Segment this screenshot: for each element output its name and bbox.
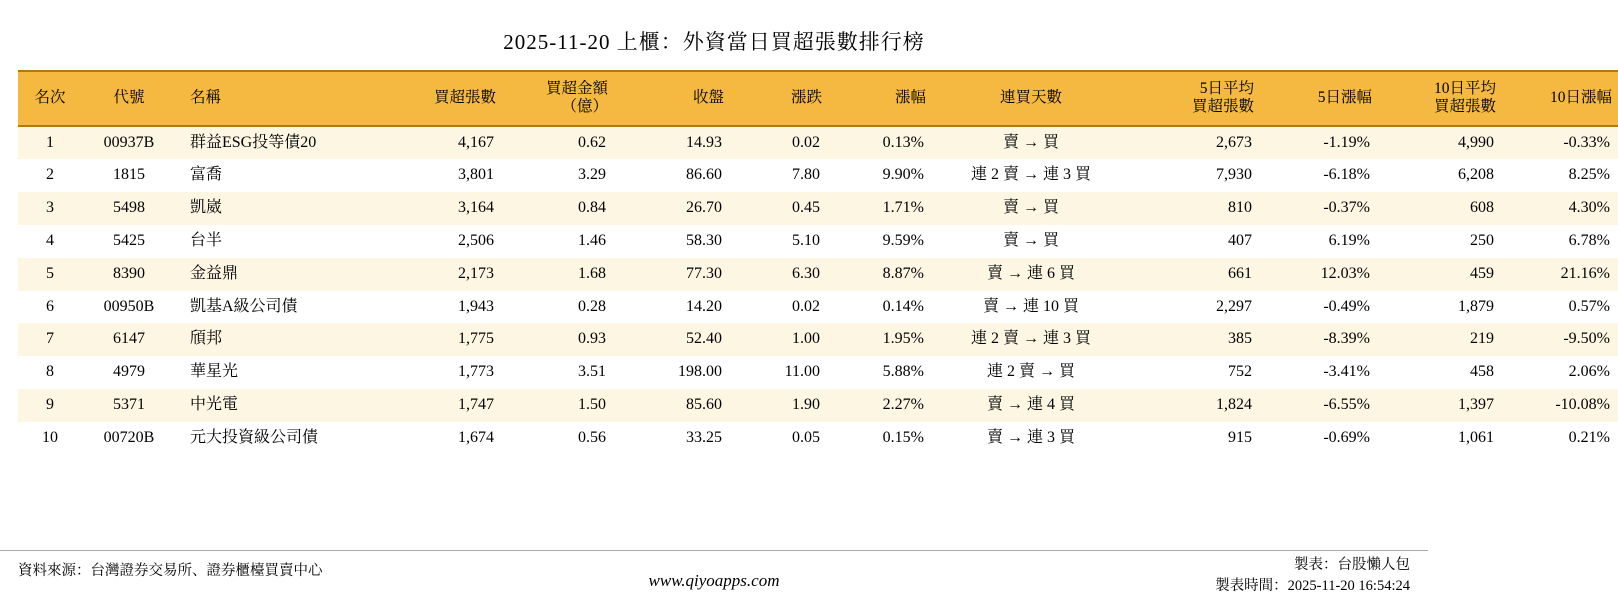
- cell-pct5: -0.69%: [1260, 422, 1378, 455]
- cell-close: 198.00: [614, 356, 730, 389]
- cell-streak: 賣 → 買: [932, 225, 1130, 258]
- cell-change: 0.02: [730, 291, 828, 324]
- cell-pct: 0.14%: [828, 291, 932, 324]
- column-header-pct10: 10日漲幅: [1502, 71, 1618, 126]
- cell-pct: 5.88%: [828, 356, 932, 389]
- cell-close: 52.40: [614, 323, 730, 356]
- cell-pct10: 21.16%: [1502, 258, 1618, 291]
- cell-avg10: 1,397: [1378, 389, 1502, 422]
- column-header-buy-amount-line2: （億）: [561, 98, 608, 116]
- cell-name: 華星光: [176, 356, 382, 389]
- cell-avg5: 661: [1130, 258, 1260, 291]
- cell-close: 77.30: [614, 258, 730, 291]
- cell-avg10: 1,879: [1378, 291, 1502, 324]
- column-header-buy-amount-line1: 買超金額: [545, 80, 608, 97]
- cell-pct5: 6.19%: [1260, 225, 1378, 258]
- cell-avg10: 1,061: [1378, 422, 1502, 455]
- cell-pct10: -10.08%: [1502, 389, 1618, 422]
- cell-buy-amount: 1.50: [502, 389, 614, 422]
- cell-avg10: 6,208: [1378, 159, 1502, 192]
- cell-rank: 2: [18, 159, 82, 192]
- cell-buy-amount: 0.56: [502, 422, 614, 455]
- cell-buy-amount: 0.93: [502, 323, 614, 356]
- cell-change: 0.45: [730, 192, 828, 225]
- cell-buy-amount: 1.68: [502, 258, 614, 291]
- cell-pct10: -9.50%: [1502, 323, 1618, 356]
- cell-change: 0.05: [730, 422, 828, 455]
- cell-rank: 8: [18, 356, 82, 389]
- cell-pct5: -8.39%: [1260, 323, 1378, 356]
- cell-buy-amount: 0.62: [502, 126, 614, 160]
- cell-close: 85.60: [614, 389, 730, 422]
- cell-code: 6147: [82, 323, 176, 356]
- cell-pct: 9.90%: [828, 159, 932, 192]
- cell-name: 凱崴: [176, 192, 382, 225]
- cell-code: 5371: [82, 389, 176, 422]
- cell-avg10: 459: [1378, 258, 1502, 291]
- cell-rank: 5: [18, 258, 82, 291]
- cell-rank: 7: [18, 323, 82, 356]
- column-header-avg10: [1378, 71, 1502, 126]
- cell-avg10: 608: [1378, 192, 1502, 225]
- cell-change: 1.00: [730, 323, 828, 356]
- table-row: [18, 422, 1618, 455]
- cell-avg10: 250: [1378, 225, 1502, 258]
- cell-name: 台半: [176, 225, 382, 258]
- cell-avg10: 458: [1378, 356, 1502, 389]
- cell-buy-amount: 3.29: [502, 159, 614, 192]
- table-row: [18, 389, 1618, 422]
- cell-pct5: -6.55%: [1260, 389, 1378, 422]
- footer-website: www.qiyoapps.com: [648, 571, 780, 590]
- cell-pct10: 0.21%: [1502, 422, 1618, 455]
- footer-source: 資料來源：台灣證券交易所、證券櫃檯買賣中心: [18, 563, 323, 579]
- cell-code: 00950B: [82, 291, 176, 324]
- column-header-code: 代號: [82, 71, 176, 126]
- cell-code: 00720B: [82, 422, 176, 455]
- cell-pct10: 8.25%: [1502, 159, 1618, 192]
- column-header-close: 收盤: [614, 71, 730, 126]
- cell-change: 1.90: [730, 389, 828, 422]
- cell-name: 中光電: [176, 389, 382, 422]
- cell-pct5: -1.19%: [1260, 126, 1378, 160]
- cell-pct10: 2.06%: [1502, 356, 1618, 389]
- page-footer: [0, 550, 1428, 606]
- cell-buy-amount: 3.51: [502, 356, 614, 389]
- footer-meta: [1215, 555, 1410, 597]
- cell-change: 6.30: [730, 258, 828, 291]
- cell-change: 0.02: [730, 126, 828, 160]
- cell-pct10: 0.57%: [1502, 291, 1618, 324]
- cell-close: 58.30: [614, 225, 730, 258]
- table-row: [18, 258, 1618, 291]
- cell-streak: 連 2 賣 → 買: [932, 356, 1130, 389]
- cell-rank: 1: [18, 126, 82, 160]
- cell-rank: 9: [18, 389, 82, 422]
- cell-streak: 連 2 賣 → 連 3 買: [932, 159, 1130, 192]
- column-header-streak: 連買天數: [932, 71, 1130, 126]
- column-header-pct: 漲幅: [828, 71, 932, 126]
- cell-streak: 賣 → 連 10 買: [932, 291, 1130, 324]
- cell-pct: 1.71%: [828, 192, 932, 225]
- cell-pct5: 12.03%: [1260, 258, 1378, 291]
- table-row: [18, 291, 1618, 324]
- cell-pct10: -0.33%: [1502, 126, 1618, 160]
- cell-change: 11.00: [730, 356, 828, 389]
- cell-name: 頎邦: [176, 323, 382, 356]
- cell-buy-volume: 3,164: [382, 192, 502, 225]
- column-header-avg5-line1: 5日平均: [1199, 80, 1254, 97]
- cell-change: 7.80: [730, 159, 828, 192]
- cell-streak: 賣 → 連 4 買: [932, 389, 1130, 422]
- cell-buy-volume: 1,674: [382, 422, 502, 455]
- column-header-rank: 名次: [18, 71, 82, 126]
- cell-close: 86.60: [614, 159, 730, 192]
- cell-avg5: 2,297: [1130, 291, 1260, 324]
- cell-pct10: 4.30%: [1502, 192, 1618, 225]
- cell-buy-amount: 0.84: [502, 192, 614, 225]
- cell-close: 33.25: [614, 422, 730, 455]
- column-header-buy-volume: 買超張數: [382, 71, 502, 126]
- cell-pct: 2.27%: [828, 389, 932, 422]
- cell-pct: 0.15%: [828, 422, 932, 455]
- table-header: [18, 71, 1618, 126]
- cell-streak: 賣 → 連 3 買: [932, 422, 1130, 455]
- table-row: [18, 323, 1618, 356]
- cell-streak: 賣 → 買: [932, 126, 1130, 160]
- cell-change: 5.10: [730, 225, 828, 258]
- table-row: [18, 159, 1618, 192]
- cell-code: 5425: [82, 225, 176, 258]
- cell-buy-volume: 2,506: [382, 225, 502, 258]
- cell-avg5: 1,824: [1130, 389, 1260, 422]
- cell-streak: 連 2 賣 → 連 3 買: [932, 323, 1130, 356]
- table-row: [18, 225, 1618, 258]
- cell-rank: 10: [18, 422, 82, 455]
- cell-avg10: 4,990: [1378, 126, 1502, 160]
- cell-avg5: 2,673: [1130, 126, 1260, 160]
- cell-buy-volume: 1,775: [382, 323, 502, 356]
- cell-rank: 3: [18, 192, 82, 225]
- cell-pct5: -3.41%: [1260, 356, 1378, 389]
- cell-code: 00937B: [82, 126, 176, 160]
- cell-pct5: -6.18%: [1260, 159, 1378, 192]
- footer-author: 製表：台股懶人包: [1294, 557, 1410, 573]
- column-header-buy-amount: [502, 71, 614, 126]
- cell-pct10: 6.78%: [1502, 225, 1618, 258]
- cell-pct: 1.95%: [828, 323, 932, 356]
- table-row: [18, 356, 1618, 389]
- column-header-avg10-line1: 10日平均: [1433, 80, 1496, 97]
- cell-close: 14.93: [614, 126, 730, 160]
- column-header-pct5: 5日漲幅: [1260, 71, 1378, 126]
- cell-pct: 9.59%: [828, 225, 932, 258]
- cell-pct: 8.87%: [828, 258, 932, 291]
- header-row: [18, 71, 1618, 126]
- table-body: [18, 126, 1618, 455]
- cell-buy-volume: 1,747: [382, 389, 502, 422]
- cell-avg5: 915: [1130, 422, 1260, 455]
- cell-pct5: -0.49%: [1260, 291, 1378, 324]
- cell-name: 凱基A級公司債: [176, 291, 382, 324]
- cell-streak: 賣 → 買: [932, 192, 1130, 225]
- cell-pct: 0.13%: [828, 126, 932, 160]
- cell-name: 群益ESG投等債20: [176, 126, 382, 160]
- cell-avg5: 407: [1130, 225, 1260, 258]
- column-header-avg5-line2: 買超張數: [1191, 98, 1254, 116]
- cell-avg5: 385: [1130, 323, 1260, 356]
- cell-avg10: 219: [1378, 323, 1502, 356]
- cell-code: 1815: [82, 159, 176, 192]
- cell-name: 元大投資級公司債: [176, 422, 382, 455]
- cell-buy-volume: 2,173: [382, 258, 502, 291]
- cell-buy-amount: 0.28: [502, 291, 614, 324]
- cell-rank: 4: [18, 225, 82, 258]
- cell-avg5: 7,930: [1130, 159, 1260, 192]
- cell-close: 14.20: [614, 291, 730, 324]
- cell-buy-volume: 1,773: [382, 356, 502, 389]
- column-header-name: 名稱: [176, 71, 382, 126]
- cell-buy-amount: 1.46: [502, 225, 614, 258]
- column-header-avg10-line2: 買超張數: [1433, 98, 1496, 116]
- table-row: [18, 126, 1618, 160]
- cell-avg5: 810: [1130, 192, 1260, 225]
- cell-name: 富喬: [176, 159, 382, 192]
- page-title: 2025-11-20 上櫃：外資當日買超張數排行榜: [503, 30, 925, 54]
- cell-code: 4979: [82, 356, 176, 389]
- table-row: [18, 192, 1618, 225]
- cell-code: 8390: [82, 258, 176, 291]
- cell-rank: 6: [18, 291, 82, 324]
- cell-buy-volume: 4,167: [382, 126, 502, 160]
- cell-buy-volume: 1,943: [382, 291, 502, 324]
- cell-avg5: 752: [1130, 356, 1260, 389]
- cell-code: 5498: [82, 192, 176, 225]
- cell-name: 金益鼎: [176, 258, 382, 291]
- column-header-change: 漲跌: [730, 71, 828, 126]
- footer-generated-time: 製表時間：2025-11-20 16:54:24: [1215, 578, 1410, 595]
- cell-pct5: -0.37%: [1260, 192, 1378, 225]
- column-header-avg5: [1130, 71, 1260, 126]
- ranking-table: [18, 70, 1618, 455]
- cell-streak: 賣 → 連 6 買: [932, 258, 1130, 291]
- cell-buy-volume: 3,801: [382, 159, 502, 192]
- cell-close: 26.70: [614, 192, 730, 225]
